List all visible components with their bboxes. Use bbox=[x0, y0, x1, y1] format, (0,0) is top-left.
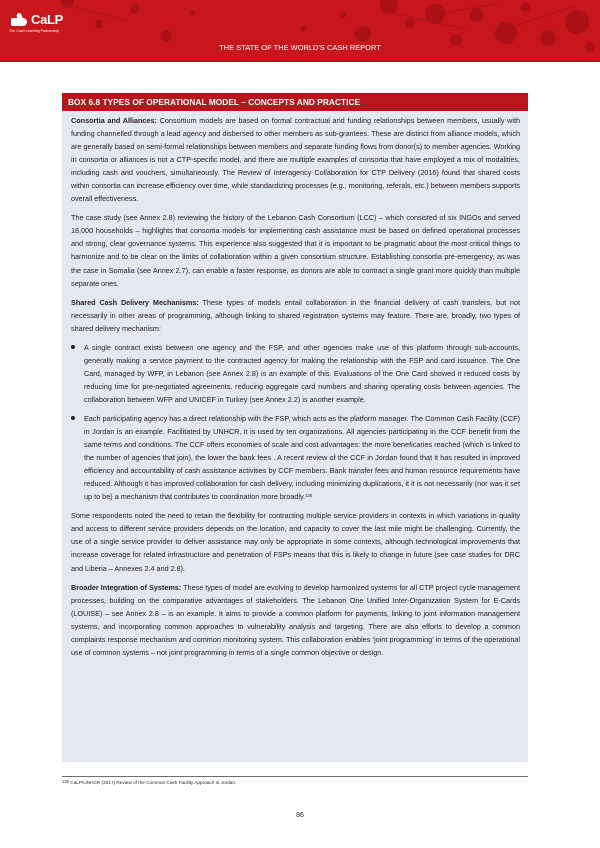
box-title: BOX 6.8 TYPES OF OPERATIONAL MODEL – CONCEPTS AND PRACTICE bbox=[62, 93, 528, 111]
logo-text: CaLP bbox=[31, 12, 64, 27]
paragraph-lead: Broader Integration of Systems: bbox=[71, 582, 182, 592]
paragraph-broader-integration: Broader Integration of Systems: These types of model are evolving to develop harmonized systems for all CTP project cycle management processes, building on the comparative advantages of stakeholders. The Lebanon One Unified Inter-Organization System for E-Cards (LOUISE) – see Annex 2.8 – is an example. It aims to provide a common platform for payments, linking to joint information management systems, and incorporating common approaches to vulnerability analysis and targeting. There are also efforts to develop a common complaints response mechanism and common monitoring system. This collaboration enables ‘joint programming’ in terms of the operational use of common systems – not joint programming in terms of a single common objective or design. bbox=[71, 582, 520, 657]
paragraph-lead: Consortia and Alliances: bbox=[71, 116, 157, 125]
box-body bbox=[62, 111, 528, 659]
footnote-ref[interactable]: 135 bbox=[305, 493, 313, 499]
list-item: Each participating agency has a direct relationship with the FSP, which acts as the platform manager. The Common Cash Facility (CCF) in Jordan is an example. Facilitated by UNHCR, it is used by ten organizations. All agencies participating in the CCF benefit from the same terms and conditions. The CCF offers economies of scale and cost advantages: the more beneficaries reached (which is linked to the number of agencies that join), the lower the bank fees . A recent review of the CCF in Jordan found that it has resulted in improved efficiency and accountability of cash assistance activities by CCF members. Bank transfer fees and human resource requirements have reduced. Although it has improved collaboration for cash delivery, including minimizing duplications, it it is not necessarily (nor was it set up to be) a mechanism that contributes to coordination more broadly.$^{135}$ bbox=[71, 412, 520, 503]
hand-icon bbox=[9, 13, 29, 26]
footnote-text: CaLP/UNHCR (2017) Review of the Common Cash Facility Approach in Jordan. bbox=[69, 780, 237, 785]
footnote bbox=[62, 780, 236, 785]
list-item: A single contract exists between one agency and the FSP, and other agencies make use of this platform through sub-accounts, generally making a service payment to the contracted agency for making the relationship with the FSP and card issuance. The One Card, managed by WFP, in Lebanon (see Annex 2.8) is an example of this. Evaluations of the One Card showed it reduced costs by reducing time for pre-negotiated agreements, reducing aggregate card numbers and sharing operating costs between agencies. The collaboration between WFP and UNICEF in Turkey (see Annex 2.2) is another example. bbox=[71, 341, 520, 406]
calp-logo bbox=[9, 12, 63, 27]
paragraph-consortia: Consortia and Alliances: Consortium models are based on formal contractual and funding relationships between members, usually with funding channelled through a lead agency and disbersed to other members as sub-grantees. These are distinct from alliance models, which are generally based on semi-formal relationships between members and separate funding flows from donor(s) to member agencies. Working in consortia or alliances is not a CTP-specific model, and there are multiple examples of consortia that have employed a mix of modalities, including cash and vouchers, simultaneously. The Review of Interagency Collaboration for CTP Delivery (2016) found that shared costs within consortia can increase efficiency over time, while standardizing processes (e.g., monitoring, referals, etc.) between members supports overall effectiveness. bbox=[71, 116, 521, 204]
bullet-list bbox=[71, 341, 520, 504]
footnote-number: 135 bbox=[62, 779, 69, 784]
paragraph-lead: Shared Cash Delivery Mechanisms: bbox=[71, 297, 199, 307]
bullet-icon bbox=[71, 345, 75, 349]
report-title: THE STATE OF THE WORLD'S CASH REPORT bbox=[219, 43, 381, 52]
info-box bbox=[62, 93, 528, 762]
bullet-icon bbox=[71, 416, 75, 420]
logo-subtitle: The Cash Learning Partnership bbox=[9, 29, 59, 33]
page-number: 86 bbox=[296, 812, 304, 819]
footnote-divider bbox=[62, 776, 528, 777]
paragraph-case-study: The case study (see Annex 2.8) reviewing the history of the Lebanon Cash Consortium (LCC) – which consisted of six INGOs and served 18,000 households – highlights that consortia models for implementing cash assistance must be based on defined operational processes and strong, clear governance systems. This experience also suggested that it is important to be pragmatic about the most critical things to harmonize and to be clear on the limits of collaboration within a given consortium structure. Establishing consortia pre-emergency, as was the case in Somalia (see Annex 2.7), can enable a faster response, as donors are able to contract a single grant more quickly than multiple separate ones. bbox=[71, 213, 520, 288]
paragraph-shared-delivery: Shared Cash Delivery Mechanisms: These types of models entail collaboration in the financial delivery of cash transfers, but not necessarily in other areas of programming, although linking to shared registration systems may feature. There are, broadly, two types of shared delivery mechanism: bbox=[71, 297, 520, 333]
paragraph-respondents: Some respondents noted the need to retain the flexibility for contracting multiple service providers in contexts in which variations in quality and access to different service providers depends on the location, and capacity to cover the last mile might be challenging. Currently, the use of a single service provider to deliver assistance may only be appropriate in some contexts, although technological improvements that increase coverage for related infrastructure and penetration of FSPs means that this is likely to change in future (see case studies for DRC and Liberia – Annexes 2.4 and 2.8). bbox=[71, 511, 520, 573]
header-banner bbox=[0, 0, 600, 62]
